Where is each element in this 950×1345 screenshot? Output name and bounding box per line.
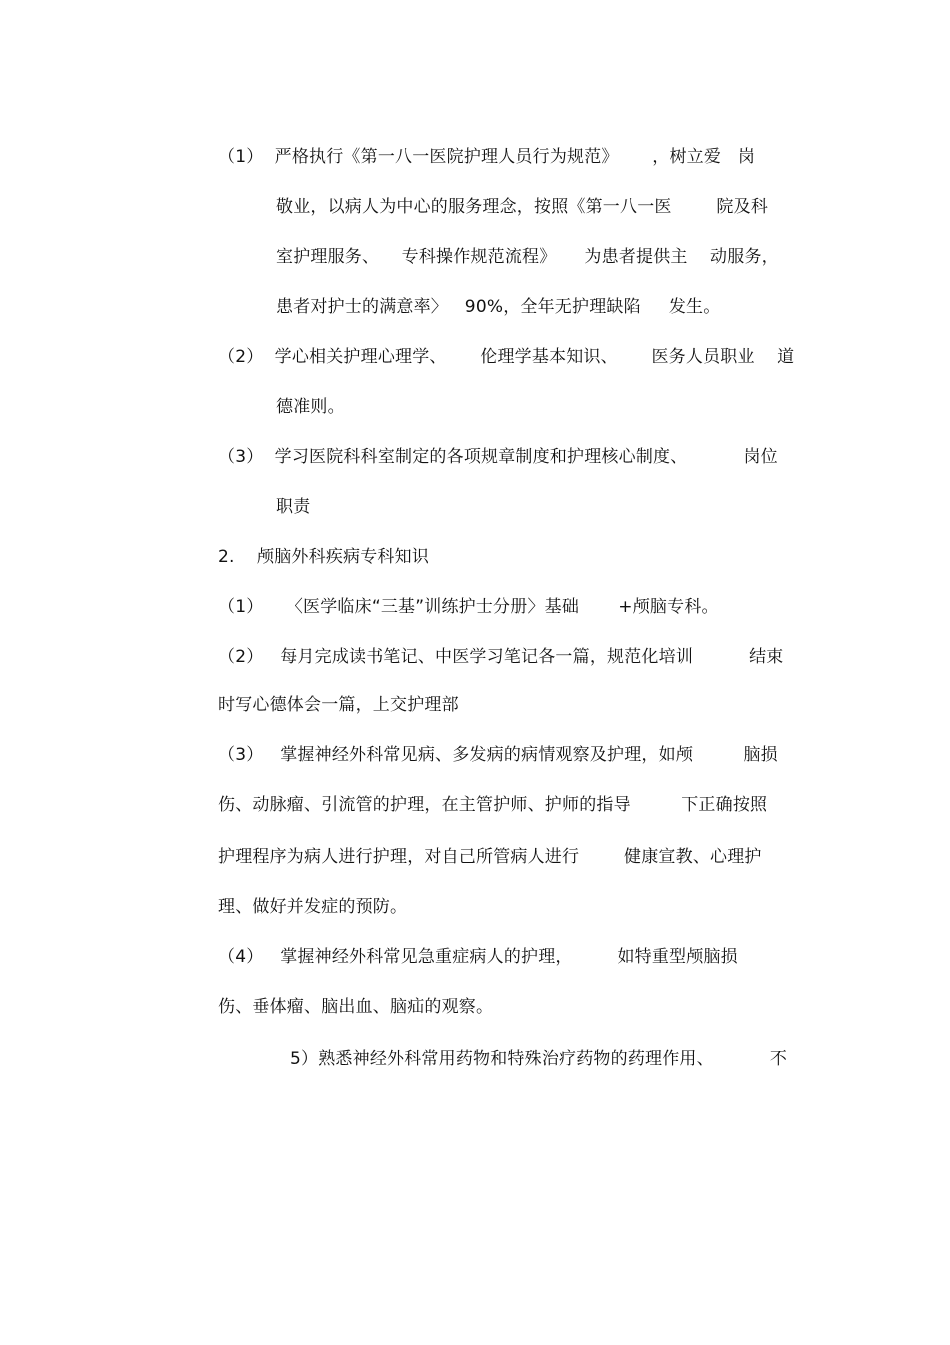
text-line-7: （3） 学习医院科科室制定的各项规章制度和护理核心制度、 岗位	[218, 447, 778, 467]
text-line-12: 时写心德体会一篇，上交护理部	[218, 695, 459, 715]
text-line-13: （3） 掌握神经外科常见病、多发病的病情观察及护理，如颅 脑损	[218, 745, 778, 765]
text-line-3: 室护理服务、 专科操作规范流程》 为患者提供主 动服务，	[276, 247, 779, 267]
text-line-11: （2） 每月完成读书笔记、中医学习笔记各一篇，规范化培训 结束	[218, 647, 784, 667]
text-line-5: （2） 学心相关护理心理学、 伦理学基本知识、 医务人员职业 道	[218, 347, 795, 367]
section-heading: 2. 颅脑外科疾病专科知识	[218, 547, 430, 567]
text-line-16: 理、做好并发症的预防。	[218, 897, 408, 917]
text-line-2: 敬业，以病人为中心的服务理念，按照《第一八一医 院及科	[276, 197, 769, 217]
text-line-6: 德准则。	[276, 397, 345, 417]
text-line-10: （1） 〈医学临床“三基”训练护士分册〉基础 +颅脑专科。	[218, 597, 719, 617]
text-line-15: 护理程序为病人进行护理，对自己所管病人进行 健康宣教、心理护	[218, 847, 762, 867]
text-line-1: （1） 严格执行《第一八一医院护理人员行为规范》 ，树立爱 岗	[218, 147, 756, 167]
text-line-14: 伤、动脉瘤、引流管的护理，在主管护师、护师的指导 下正确按照	[218, 795, 768, 815]
text-line-19: 5）熟悉神经外科常用药物和特殊治疗药物的药理作用、 不	[290, 1049, 788, 1069]
text-line-17: （4） 掌握神经外科常见急重症病人的护理， 如特重型颅脑损	[218, 947, 738, 967]
text-line-18: 伤、垂体瘤、脑出血、脑疝的观察。	[218, 997, 494, 1017]
text-line-4: 患者对护士的满意率〉 90%，全年无护理缺陷 发生。	[276, 297, 721, 317]
text-line-8: 职责	[276, 497, 311, 517]
